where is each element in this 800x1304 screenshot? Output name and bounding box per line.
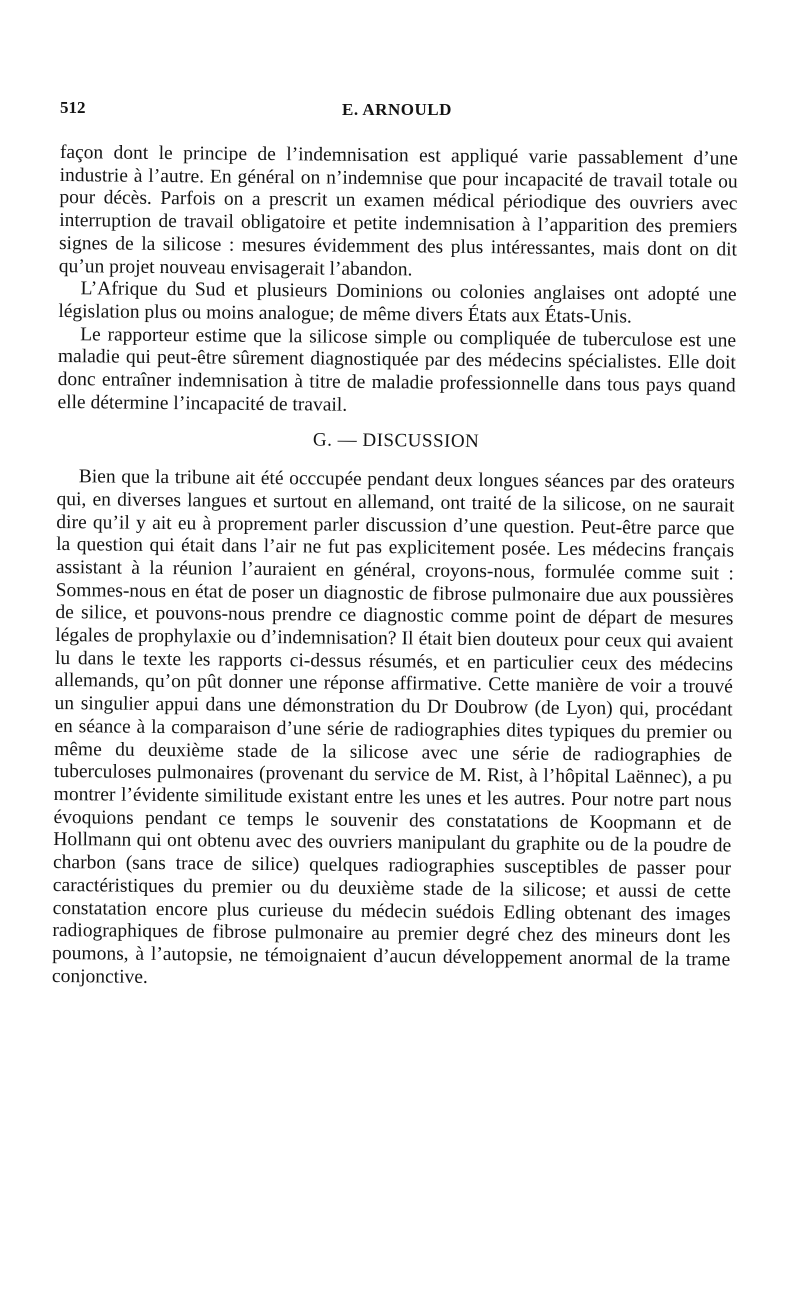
paragraph-afrique-du-sud: L’Afrique du Sud et plusieurs Dominions ou colonies anglaises ont adopté une législation plus ou moins analogue; de même divers États aux États-Unis. <box>58 278 737 328</box>
paragraph-rapporteur: Le rapporteur estime que la silicose simple ou compliquée de tuberculose est une maladie qui peut-être sûrement diagnostiquée par des médecins spécialistes. Elle doit donc entraîner indemnisation à titre de maladie professionnelle dans tous pays quand elle détermine l’incapacité de travail. <box>57 323 737 416</box>
paragraph-discussion: Bien que la tribune ait été occcupée pendant deux longues séances par des orateurs qui, en diverses langues et surtout en allemand, ont traité de la silicose, on ne saurait dire qu’il y ait eu à proprement parler discussion d’une question. Peut-être parce que la question qui était dans l’air ne fut pas explicitement posée. Les médecins français assistant à la réunion l’auraient en général, croyons-nous, formulée comme suit : Sommes-nous en état de poser un diagnostic de fibrose pulmonaire due aux poussières de silice, et pouvons-nous prendre ce diagnostic comme point de départ de mesures légales de prophylaxie ou d’indemnisation? Il était bien douteux pour ceux qui avaient lu dans le texte les rapports ci-dessus résumés, et en particulier ceux des médecins allemands, qu’on pût donner une réponse affirmative. Cette manière de voir a trouvé un singulier appui dans une démonstration du Dr Doubrow (de Lyon) qui, procédant en séance à la comparaison d’une série de radiographies dites typiques du premier ou même du deuxième stade de la silicose avec une série de radiographies de tuberculoses pulmonaires (provenant du service de M. Rist, à l’hôpital Laënnec), a pu montrer l’évidente similitude existant entre les unes et les autres. Pour notre part nous évoquions pendant ce temps le souvenir des constatations de Koopmann et de Hollmann qui ont obtenu avec des ouvriers manipulant du graphite ou de la poudre de charbon (sans trace de silice) quelques radiographies susceptibles de passer pour caractéristiques du premier ou du deuxième stade de la silicose; et aussi de cette constatation encore plus curieuse du médecin suédois Edling obtenant des images radiographiques de fibrose pulmonaire au premier degré chez des mineurs dont les poumons, à l’autopsie, ne témoignaient d’aucun développement anormal de la trame conjonctive. <box>51 466 735 988</box>
body-text <box>52 142 738 995</box>
section-heading-text: G. — DISCUSSION <box>312 429 480 453</box>
page-number: 512 <box>60 98 86 117</box>
section-heading <box>57 427 735 456</box>
running-title: E. ARNOULD <box>342 100 452 119</box>
paragraph-indemnisation: façon dont le principe de l’indemnisation est appliqué varie passablement d’une industrie à l’autre. En général on n’indemnise que pour incapacité de travail totale ou pour décès. Parfois on a prescrit un examen médical périodique des ouvriers avec interruption de travail obligatoire et petite indemnisation à l’apparition des premiers signes de la silicose : mesures évidemment des plus intéressantes, mais dont on dit qu’un projet nouveau envisagerait l’abandon. <box>58 142 738 280</box>
page-header <box>60 94 760 124</box>
